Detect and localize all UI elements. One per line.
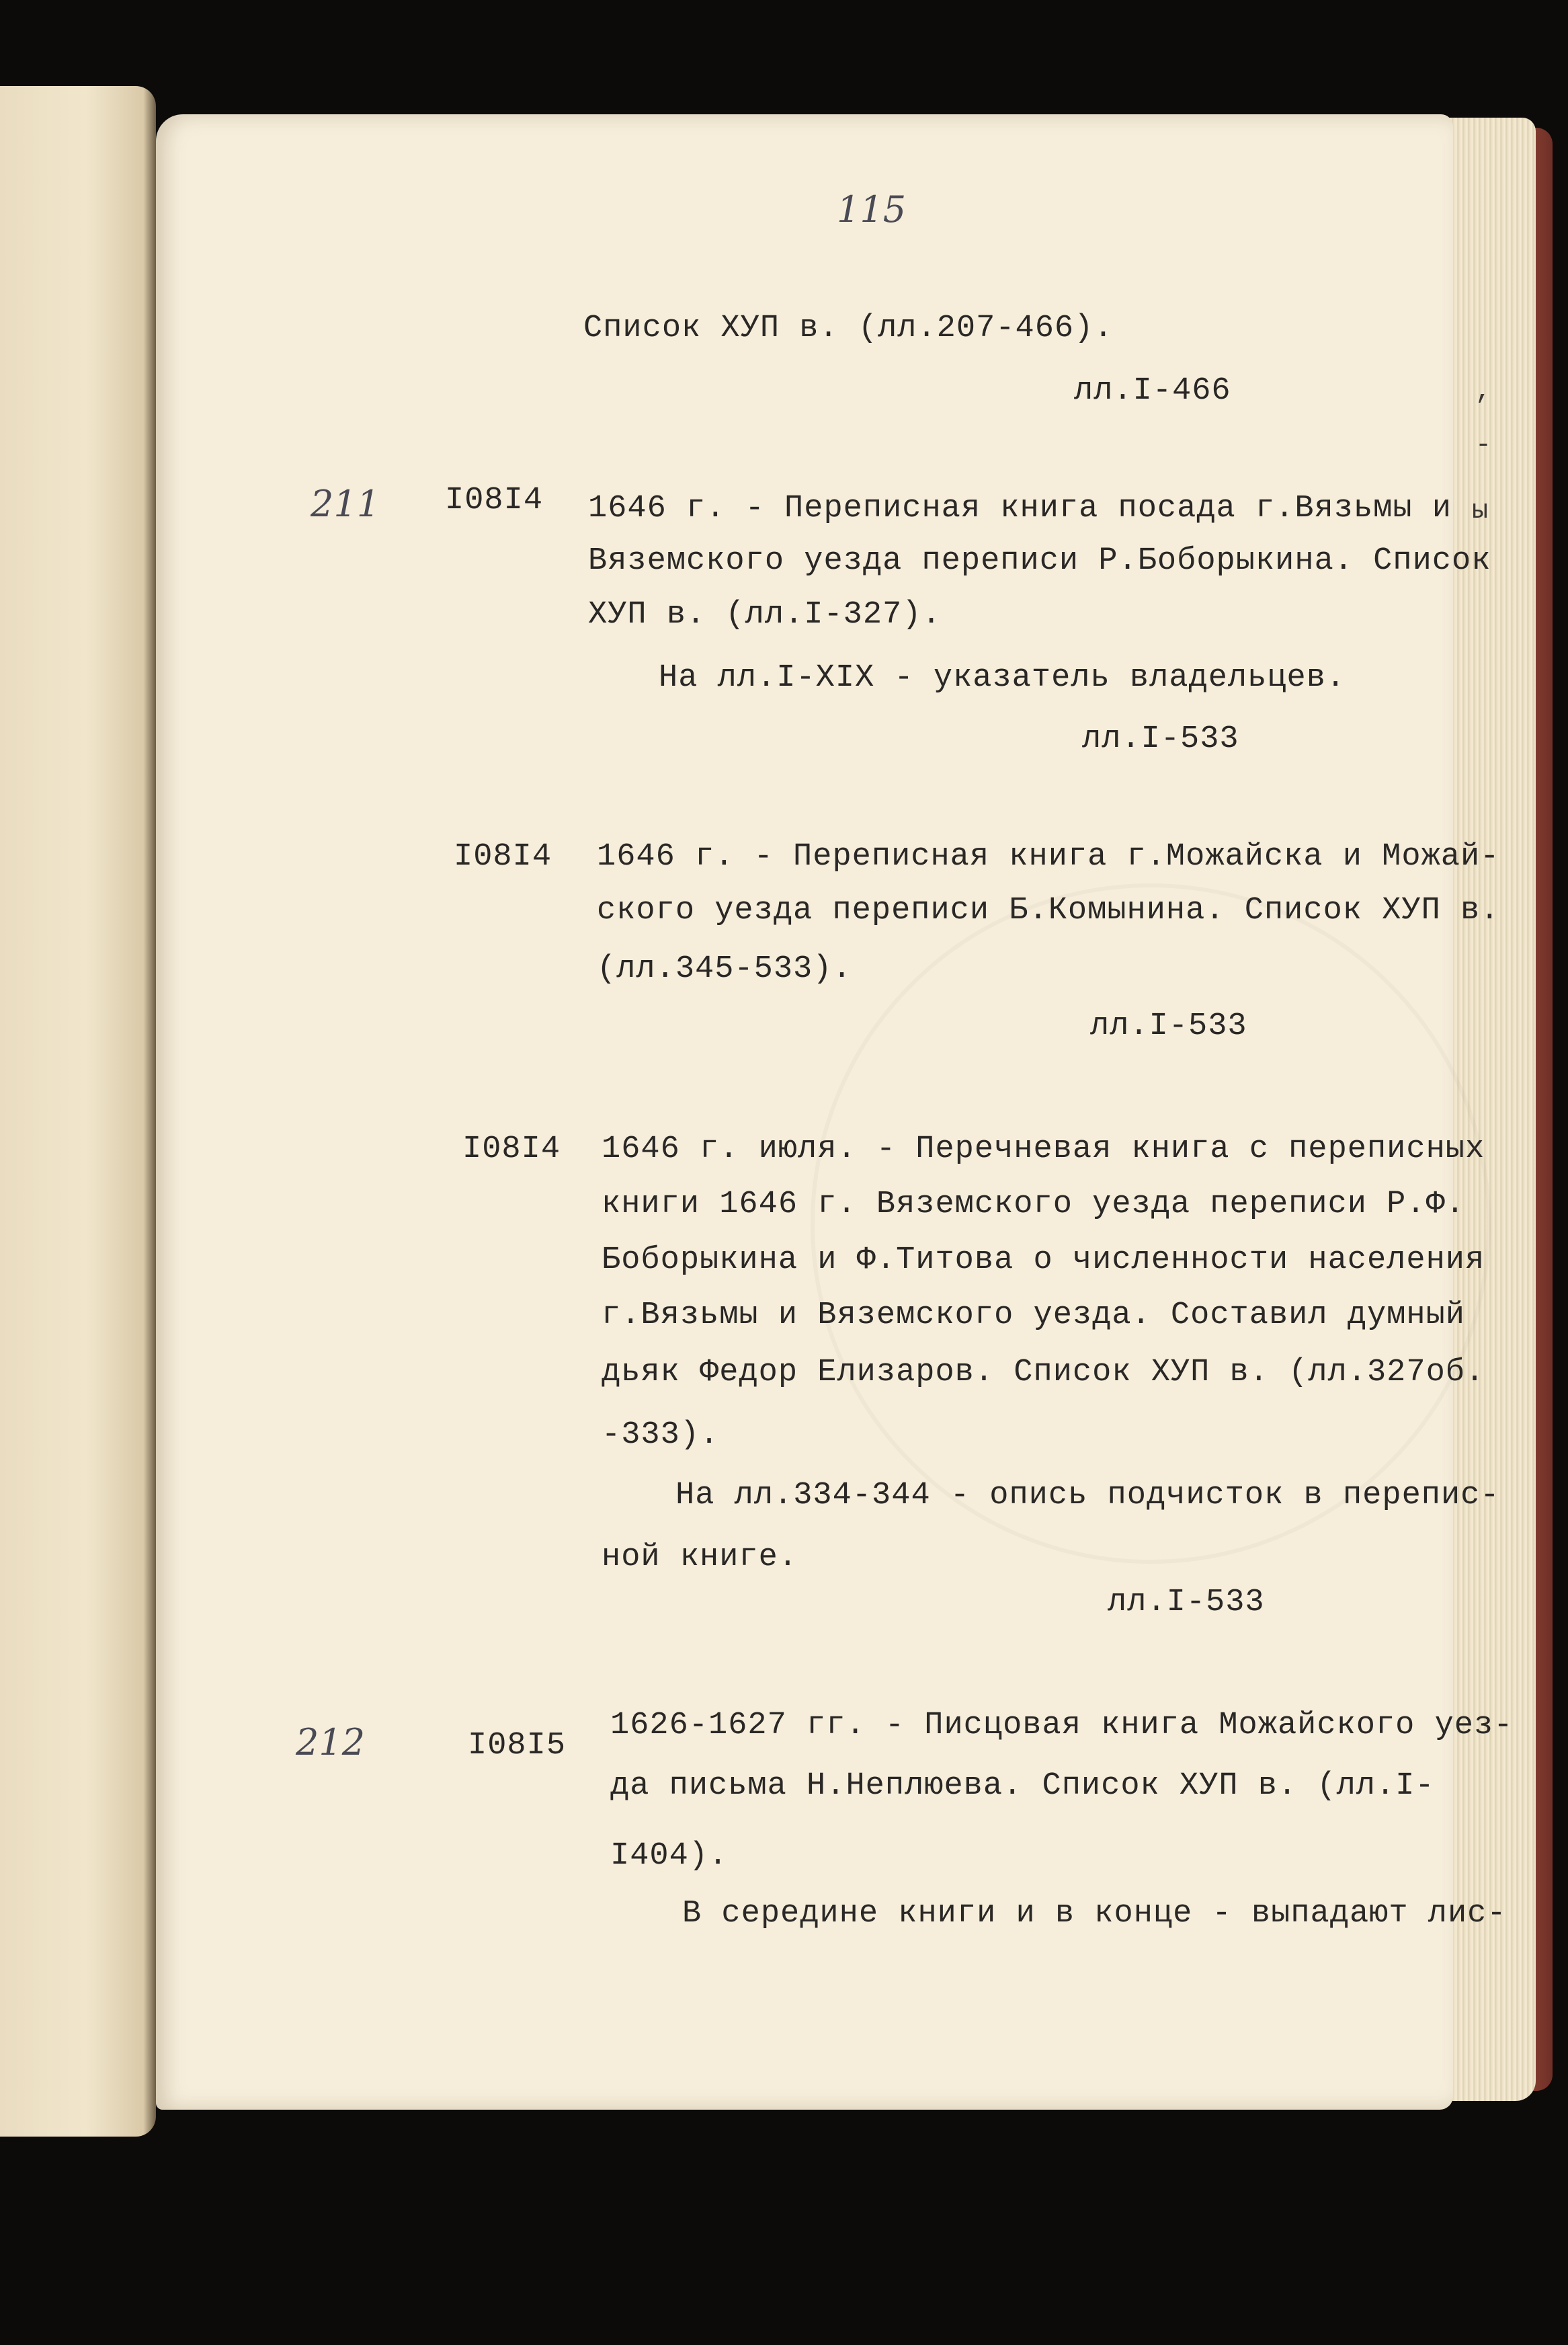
page-number: 115: [837, 188, 907, 231]
edge-mark: ы: [1472, 496, 1489, 526]
entry-line: книги 1646 г. Вяземского уезда переписи Р.Ф.: [602, 1187, 1466, 1222]
edge-mark: ,: [1475, 376, 1492, 407]
entry-line: Вяземского уезда переписи Р.Боборыкина. Список: [588, 543, 1491, 579]
entry-code: I08I4: [445, 483, 544, 518]
entry-line: -333).: [602, 1417, 720, 1453]
entry-note: На лл.I-XIX - указатель владельцев.: [659, 660, 1346, 696]
entry-range: лл.I-533: [1082, 721, 1239, 757]
header-range: лл.I-466: [1074, 373, 1231, 409]
entry-code: I08I5: [468, 1728, 567, 1763]
entry-range: лл.I-533: [1108, 1585, 1265, 1620]
entry-line: г.Вязьмы и Вяземского уезда. Составил думный: [602, 1298, 1466, 1333]
entry-code: I08I4: [462, 1131, 561, 1167]
entry-line: 1626-1627 гг. - Писцовая книга Можайского уез-: [610, 1708, 1514, 1743]
entry-note: В середине книги и в конце - выпадают лис-: [682, 1896, 1507, 1932]
entry-code: I08I4: [454, 839, 552, 875]
entry-line: I404).: [610, 1838, 729, 1874]
entry-line: дьяк Федор Елизаров. Список ХУП в. (лл.327об.: [602, 1355, 1485, 1390]
entry-line: (лл.345-533).: [597, 951, 852, 987]
entry-line: ского уезда переписи Б.Комынина. Список ХУП в.: [597, 893, 1500, 928]
header-line: Список ХУП в. (лл.207-466).: [583, 311, 1114, 346]
left-page: [0, 86, 156, 2137]
entry-line: Боборыкина и Ф.Титова о численности населения: [602, 1242, 1485, 1278]
entry-range: лл.I-533: [1090, 1008, 1247, 1044]
entry-line: 1646 г. - Переписная книга г.Можайска и Можай-: [597, 839, 1500, 875]
margin-number: 211: [311, 483, 380, 525]
entry-line: 1646 г. - Переписная книга посада г.Вязьмы и: [588, 491, 1452, 526]
margin-number: 212: [296, 1721, 366, 1763]
entry-line: ХУП в. (лл.I-327).: [588, 597, 942, 633]
edge-mark: -: [1475, 430, 1492, 461]
entry-note: На лл.334-344 - опись подчисток в перепис-: [675, 1478, 1500, 1513]
archive-stamp-watermark: [811, 883, 1491, 1564]
entry-line: да письма Н.Неплюева. Список ХУП в. (лл.I-: [610, 1768, 1435, 1804]
document-page: [156, 114, 1453, 2110]
entry-line: ной книге.: [602, 1540, 798, 1575]
entry-line: 1646 г. июля. - Перечневая книга с переписных: [602, 1131, 1485, 1167]
